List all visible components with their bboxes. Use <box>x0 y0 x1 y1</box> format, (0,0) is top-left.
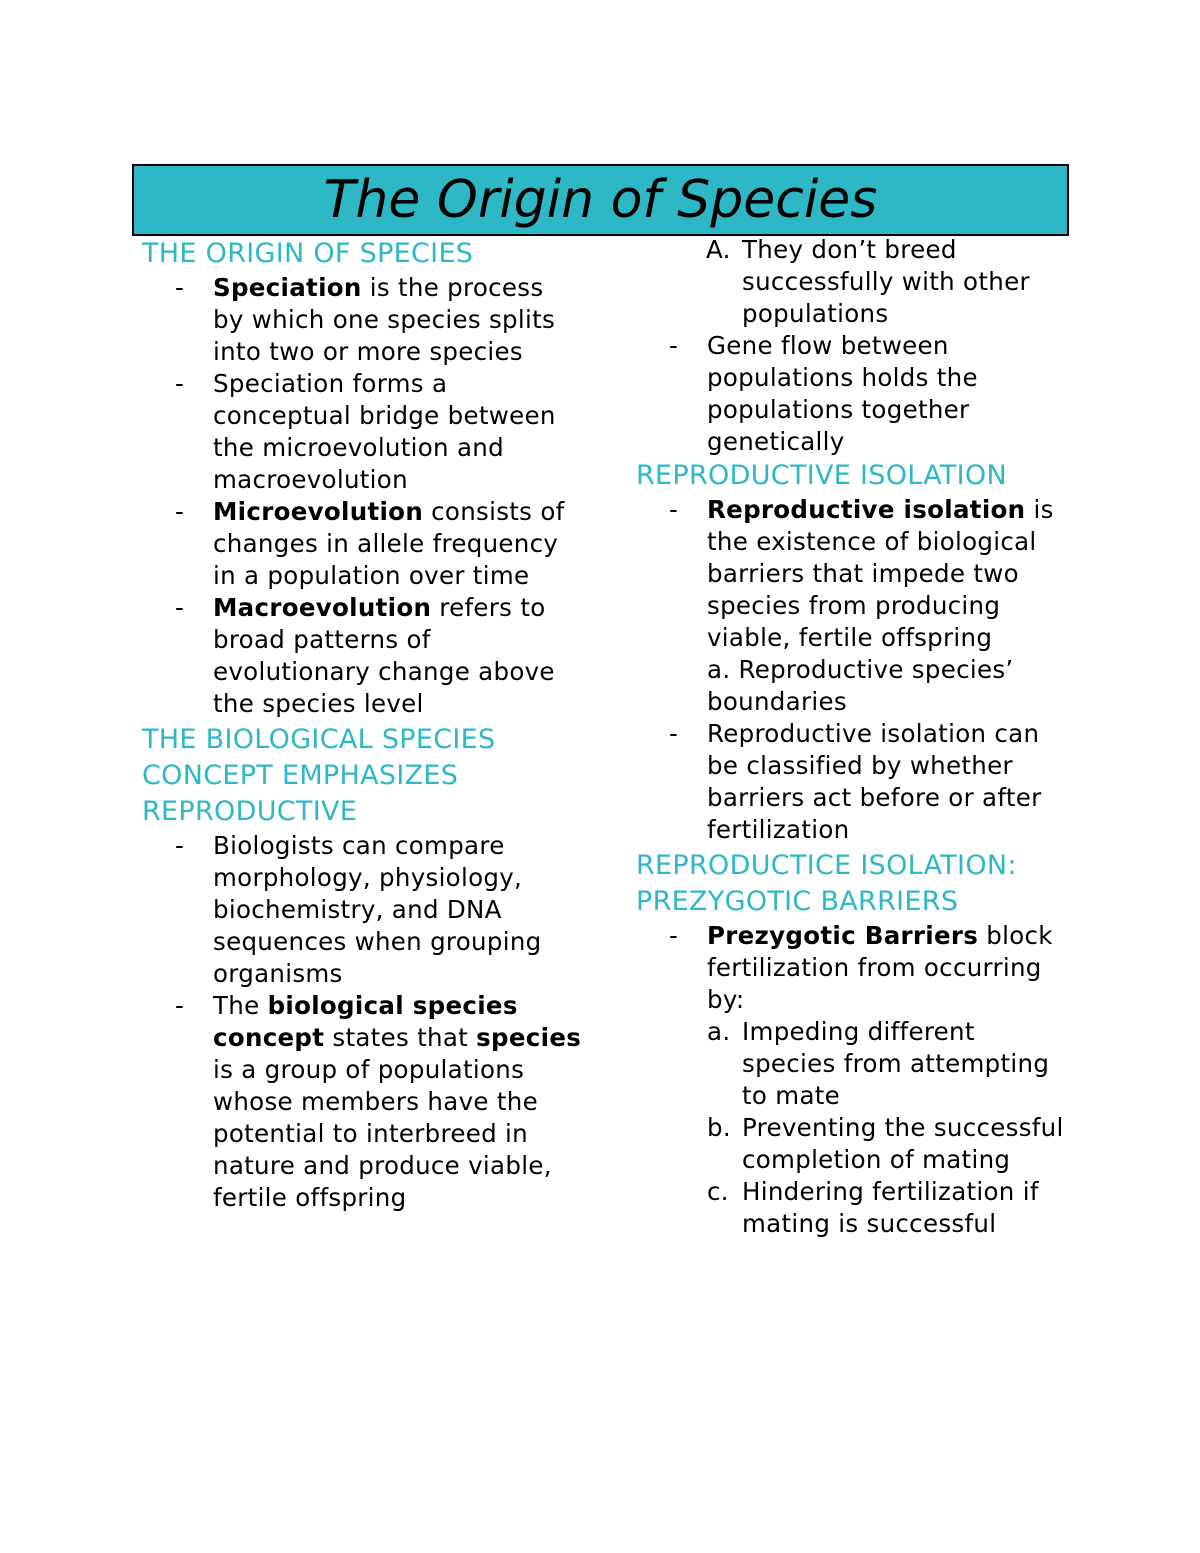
item-text: refers to broad patterns of evolutionary change above the species level <box>213 593 555 718</box>
list-item <box>636 920 1076 1016</box>
bold-term: Microevolution <box>213 497 424 526</box>
dash-bullet: - <box>669 331 679 360</box>
heading-biological-species-concept: THE BIOLOGICAL SPECIES CONCEPT EMPHASIZES REPRODUCTIVE <box>142 724 496 827</box>
list-marker: a. <box>707 1017 731 1046</box>
list-item <box>636 654 1076 718</box>
dash-bullet: - <box>175 497 185 526</box>
left-column <box>142 236 582 1214</box>
dash-bullet: - <box>669 921 679 950</box>
dash-bullet: - <box>669 495 679 524</box>
item-text: Speciation forms a conceptual bridge between the microevolution and macroevolution <box>213 369 556 494</box>
item-text: is a group of populations whose members have the potential to interbreed in nature and produce viable, fertile offspring <box>213 1055 552 1212</box>
list-item <box>142 272 582 368</box>
item-text: Hindering fertilization if mating is successful <box>742 1177 1039 1238</box>
list-marker: b. <box>707 1113 731 1142</box>
heading-origin-of-species: THE ORIGIN OF SPECIES <box>142 238 474 269</box>
list-item <box>636 1016 1076 1112</box>
item-text: is the existence of biological barriers that impede two species from producing viable, fertile offspring <box>707 495 1054 652</box>
item-text: consists of changes in allele frequency in a population over time <box>213 497 565 590</box>
item-text: a. Reproductive species’ boundaries <box>707 655 1014 716</box>
dash-bullet: - <box>175 991 185 1020</box>
item-text: Biologists can compare morphology, physiology, biochemistry, and DNA sequences when grouping organisms <box>213 831 542 988</box>
item-text: block fertilization from occurring by: <box>707 921 1053 1014</box>
list-item <box>142 368 582 496</box>
list-item <box>142 990 582 1214</box>
bold-term: Macroevolution <box>213 593 432 622</box>
item-text: Reproductive isolation can be classified by whether barriers act before or after fertilization <box>707 719 1042 844</box>
item-text: Gene flow between populations holds the populations together genetically <box>707 331 978 456</box>
item-text: Impeding different species from attempting to mate <box>742 1017 1050 1110</box>
bold-term: biological species concept <box>213 991 518 1052</box>
list-item <box>142 496 582 592</box>
item-text: is the process by which one species splits into two or more species <box>213 273 556 366</box>
bold-term: species <box>476 1023 582 1052</box>
heading-reproductive-isolation: REPRODUCTIVE ISOLATION <box>636 460 1007 491</box>
list-item <box>636 1176 1076 1240</box>
bold-term: Reproductive isolation <box>707 495 1026 524</box>
list-item <box>636 330 1076 458</box>
dash-bullet: - <box>175 831 185 860</box>
item-text: They don’t breed successfully with other populations <box>742 235 1030 328</box>
bold-term: Speciation <box>213 273 362 302</box>
list-item <box>636 1112 1076 1176</box>
dash-bullet: - <box>175 369 185 398</box>
dash-bullet: - <box>175 273 185 302</box>
list-marker: c. <box>707 1177 729 1206</box>
list-item <box>636 494 1076 654</box>
heading-prezygotic-barriers: REPRODUCTICE ISOLATION: PREZYGOTIC BARRIERS <box>636 850 1017 917</box>
list-marker: A. <box>706 235 731 264</box>
item-text: states that <box>324 1023 477 1052</box>
item-text: The <box>213 991 268 1020</box>
page-title: The Origin of Species <box>323 170 878 230</box>
list-item <box>636 234 1076 330</box>
right-column <box>636 236 1076 1240</box>
title-banner <box>132 164 1069 236</box>
list-item <box>636 718 1076 846</box>
list-item <box>142 830 582 990</box>
list-item <box>142 592 582 720</box>
dash-bullet: - <box>175 593 185 622</box>
dash-bullet: - <box>669 719 679 748</box>
item-text: Preventing the successful completion of mating <box>742 1113 1064 1174</box>
bold-term: Prezygotic Barriers <box>707 921 979 950</box>
